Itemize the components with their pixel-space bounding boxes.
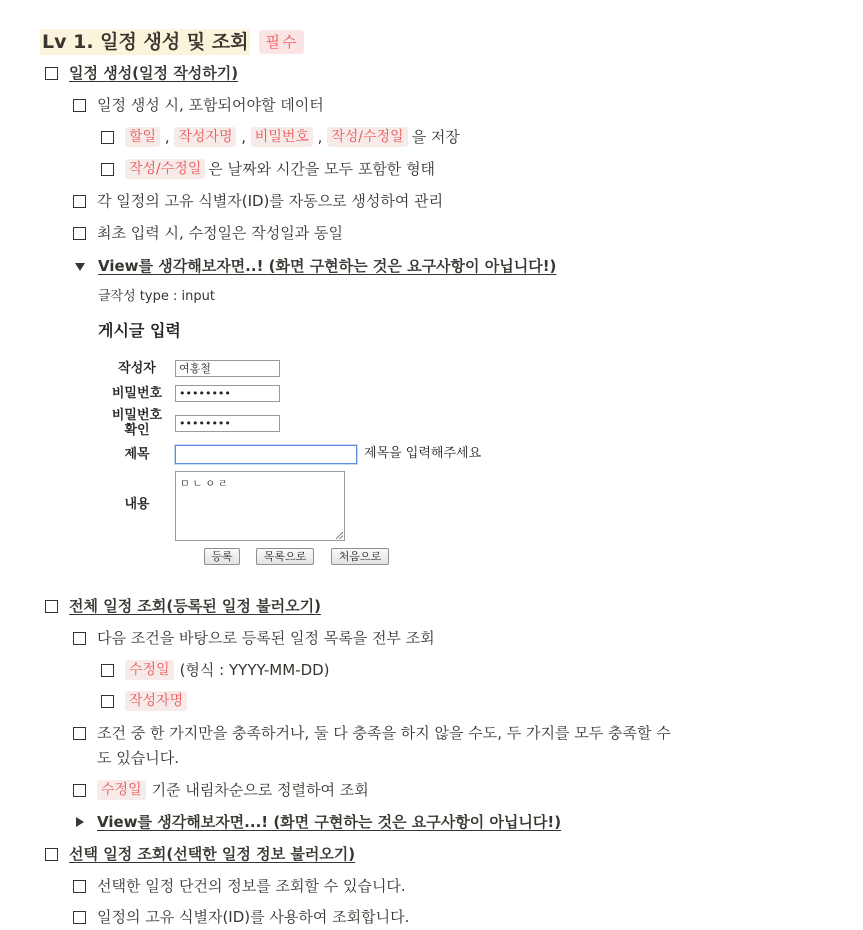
section-heading <box>40 29 304 55</box>
checkbox[interactable] <box>45 848 58 861</box>
mock-form-title: 게시글 입력 <box>98 321 181 340</box>
todo-text: (형식 : YYYY-MM-DD) <box>179 661 330 679</box>
label-title: 제목 <box>124 447 150 462</box>
title-input[interactable] <box>175 445 357 464</box>
label-password: 비밀번호 <box>111 386 163 401</box>
checkbox[interactable] <box>101 664 114 677</box>
content-textarea[interactable] <box>175 471 345 541</box>
todo-list-title: 전체 일정 조회(등록된 일정 불러오기) <box>69 597 321 615</box>
todo-detail-section <box>45 843 355 865</box>
todo-either <box>73 722 671 744</box>
code-tag: 할일 <box>125 127 160 147</box>
checkbox[interactable] <box>45 600 58 613</box>
todo-store-fields <box>101 126 460 148</box>
code-tag: 작성자명 <box>174 127 236 147</box>
checkbox[interactable] <box>73 632 86 645</box>
todo-text: 일정의 고유 식별자(ID)를 사용하여 조회합니다. <box>97 908 410 926</box>
separator: , <box>312 128 328 146</box>
toggle-view-list[interactable] <box>76 811 561 833</box>
todo-text: 선택한 일정 단건의 정보를 조회할 수 있습니다. <box>97 877 406 895</box>
code-tag: 작성/수정일 <box>125 159 205 179</box>
todo-text: 도 있습니다. <box>97 749 179 767</box>
todo-modified-date <box>101 659 330 681</box>
todo-text: 은 날짜와 시간을 모두 포함한 형태 <box>208 160 436 178</box>
checkbox[interactable] <box>101 163 114 176</box>
label-line: 확인 <box>124 423 150 438</box>
list-button[interactable]: 목록으로 <box>256 548 314 565</box>
checkbox[interactable] <box>73 880 86 893</box>
toggle-closed-icon[interactable] <box>76 817 84 827</box>
checkbox[interactable] <box>73 195 86 208</box>
label-content: 내용 <box>124 497 150 512</box>
todo-data-fields <box>73 94 324 116</box>
checkbox[interactable] <box>73 911 86 924</box>
todo-text: 기준 내림차순으로 정렬하여 조회 <box>151 781 369 799</box>
register-button[interactable]: 등록 <box>204 548 240 565</box>
password-input[interactable]: •••••••• <box>175 385 280 402</box>
code-tag: 작성자명 <box>125 691 187 711</box>
required-badge: 필수 <box>259 30 304 54</box>
mock-caption: 글작성 type : input <box>98 289 215 304</box>
checkbox[interactable] <box>73 99 86 112</box>
checkbox[interactable] <box>101 131 114 144</box>
separator: , <box>160 128 175 146</box>
content-text: ㅁㄴㅇㄹ <box>180 479 231 490</box>
checkbox[interactable] <box>73 727 86 740</box>
code-tag: 비밀번호 <box>251 127 313 147</box>
todo-text: 조건 중 한 가지만을 충족하거나, 둘 다 충족을 하지 않을 수도, 두 가지를 모두 충족할 수 <box>97 724 671 742</box>
todo-single <box>73 875 406 897</box>
todo-text: 일정 생성 시, 포함되어야할 데이터 <box>97 96 324 114</box>
todo-create-section <box>45 62 238 84</box>
checkbox[interactable] <box>45 67 58 80</box>
label-line: 비밀번호 <box>111 408 163 423</box>
code-tag: 작성/수정일 <box>327 127 407 147</box>
author-input[interactable]: 여홍철 <box>175 360 280 377</box>
password-confirm-input[interactable]: •••••••• <box>175 415 280 432</box>
toggle-open-icon[interactable] <box>75 263 85 271</box>
todo-text: 각 일정의 고유 식별자(ID)를 자동으로 생성하여 관리 <box>97 192 444 210</box>
label-author: 작성자 <box>118 361 156 376</box>
todo-datetime <box>101 158 435 180</box>
todo-by-id <box>73 906 409 928</box>
todo-first-input <box>73 222 343 244</box>
todo-text: 을 저장 <box>411 128 460 146</box>
checkbox[interactable] <box>73 227 86 240</box>
todo-text: 다음 조건을 바탕으로 등록된 일정 목록을 전부 조회 <box>97 629 435 647</box>
todo-create-title: 일정 생성(일정 작성하기) <box>69 64 239 82</box>
toggle-view-create[interactable] <box>75 255 556 277</box>
toggle-title: View를 생각해보자면...! (화면 구현하는 것은 요구사항이 아닙니다!) <box>97 813 562 831</box>
todo-list-section <box>45 595 321 617</box>
todo-condition <box>73 627 435 649</box>
heading-title: Lv 1. 일정 생성 및 조회 <box>42 31 249 53</box>
checkbox[interactable] <box>73 784 86 797</box>
todo-detail-title: 선택 일정 조회(선택한 일정 정보 불러오기) <box>69 845 356 863</box>
todo-author-name <box>101 691 187 711</box>
code-tag: 수정일 <box>125 660 174 680</box>
todo-sort <box>73 779 369 801</box>
separator: , <box>236 128 251 146</box>
resize-grip-icon[interactable] <box>336 532 343 539</box>
title-hint: 제목을 입력해주세요 <box>364 446 482 461</box>
todo-either-cont <box>97 747 179 769</box>
todo-text: 최초 입력 시, 수정일은 작성일과 동일 <box>97 224 343 242</box>
code-tag: 수정일 <box>97 780 146 800</box>
label-password-confirm <box>104 408 170 438</box>
home-button[interactable]: 처음으로 <box>331 548 389 565</box>
toggle-title: View를 생각해보자면..! (화면 구현하는 것은 요구사항이 아닙니다!) <box>98 257 557 275</box>
todo-id-manage <box>73 190 443 212</box>
checkbox[interactable] <box>101 695 114 708</box>
